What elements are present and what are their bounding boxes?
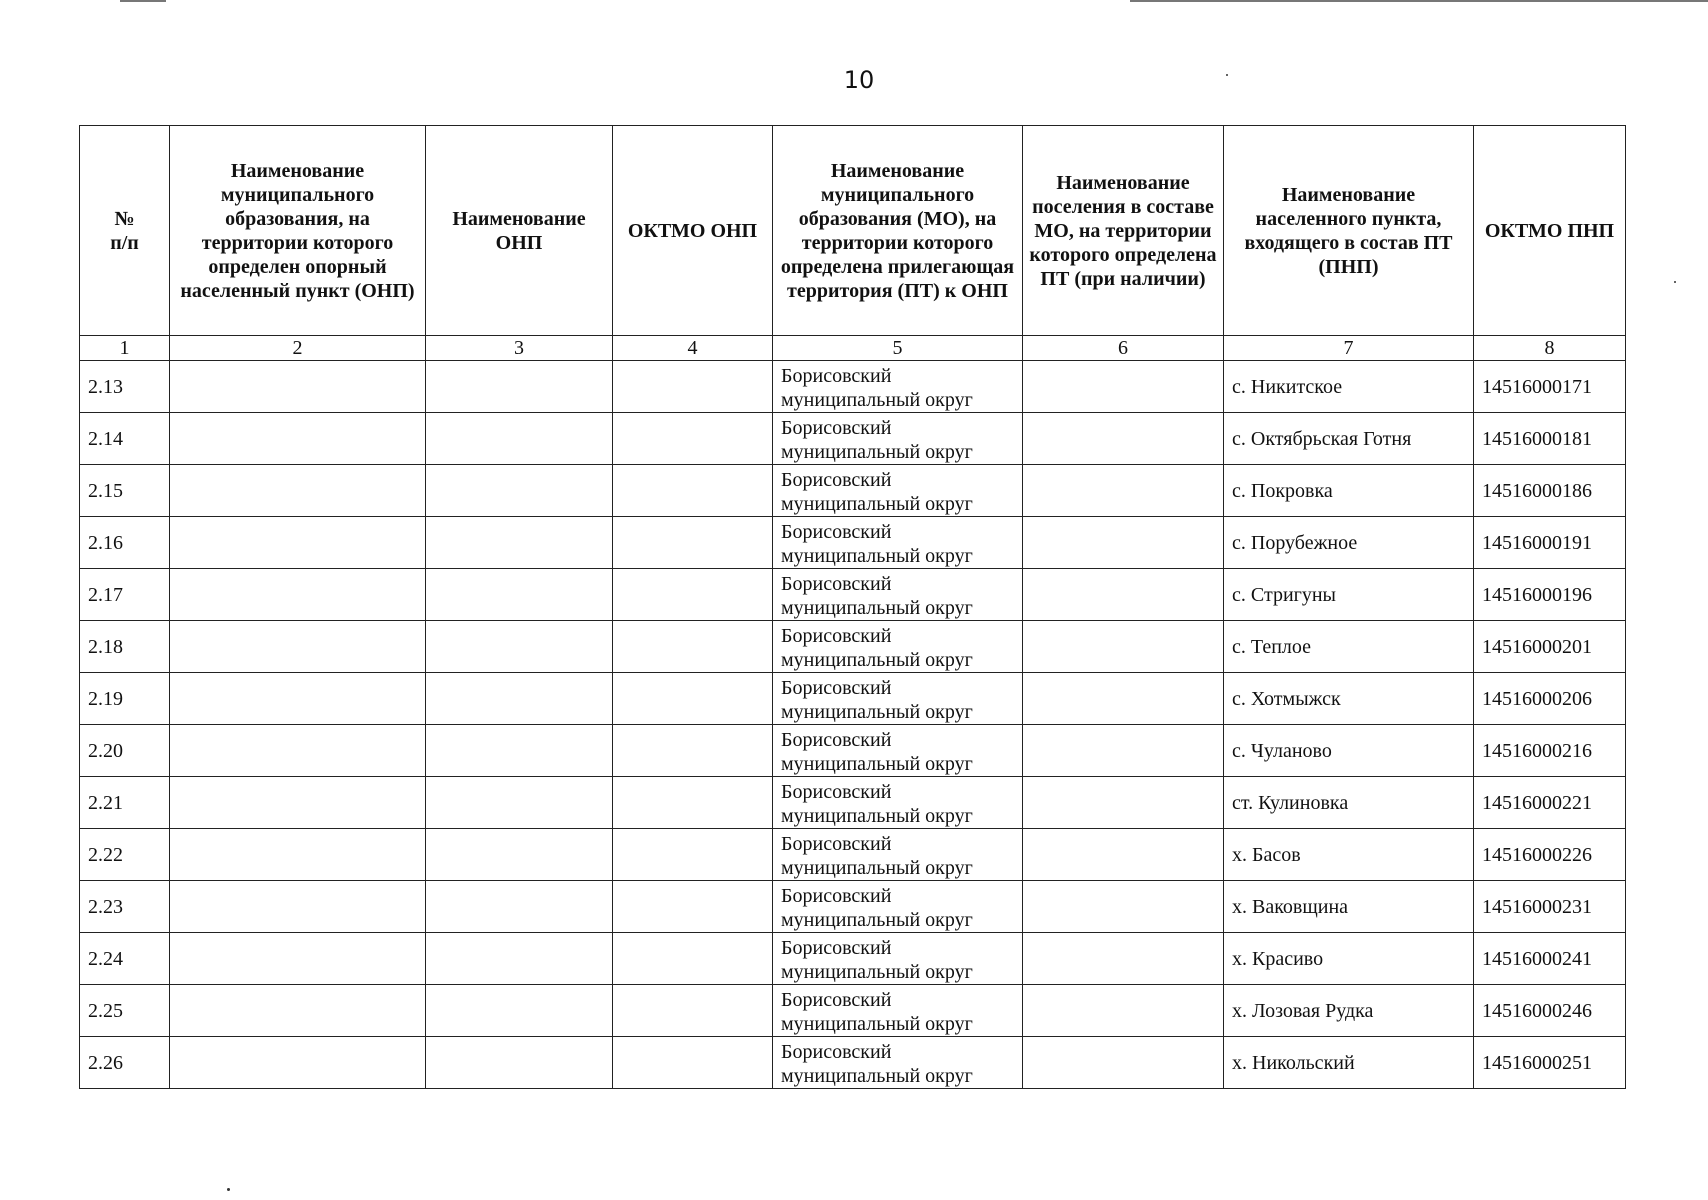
mo-onp-cell (170, 881, 426, 933)
pnp-name-cell: ст. Кулиновка (1224, 777, 1474, 829)
column-number: 2 (170, 336, 426, 361)
pnp-name-cell: с. Октябрьская Готня (1224, 413, 1474, 465)
mo-pt-line: Борисовский (781, 937, 892, 959)
pnp-oktmo-cell: 14516000241 (1474, 933, 1626, 985)
onp-oktmo-cell (613, 569, 773, 621)
row-number-cell: 2.19 (80, 673, 170, 725)
pnp-name-cell: с. Покровка (1224, 465, 1474, 517)
mo-pt-line: муниципальный округ (781, 545, 973, 567)
header-pnp-oktmo: ОКТМО ПНП (1474, 126, 1626, 336)
column-number: 1 (80, 336, 170, 361)
settlement-cell (1023, 465, 1224, 517)
onp-oktmo-cell (613, 881, 773, 933)
mo-onp-cell (170, 673, 426, 725)
mo-pt-line: муниципальный округ (781, 441, 973, 463)
scan-speck (227, 1188, 230, 1191)
mo-pt-cell (773, 673, 1023, 725)
header-pnp-name: Наименование населенного пункта, входящего в состав ПТ (ПНП) (1224, 126, 1474, 336)
row-number-cell: 2.13 (80, 361, 170, 413)
row-number-cell: 2.21 (80, 777, 170, 829)
row-number-cell: 2.15 (80, 465, 170, 517)
row-number-cell: 2.20 (80, 725, 170, 777)
onp-oktmo-cell (613, 673, 773, 725)
row-number-cell: 2.23 (80, 881, 170, 933)
onp-name-cell (426, 673, 613, 725)
settlement-cell (1023, 413, 1224, 465)
mo-pt-line: муниципальный округ (781, 701, 973, 723)
table-row (80, 517, 1626, 569)
mo-pt-cell (773, 777, 1023, 829)
pnp-name-cell: х. Лозовая Рудка (1224, 985, 1474, 1037)
mo-onp-cell (170, 777, 426, 829)
onp-name-cell (426, 465, 613, 517)
mo-pt-line: Борисовский (781, 885, 892, 907)
mo-pt-line: Борисовский (781, 677, 892, 699)
scan-speck (1226, 74, 1228, 76)
header-row (80, 126, 1626, 336)
onp-oktmo-cell (613, 413, 773, 465)
settlement-cell (1023, 517, 1224, 569)
header-settlement: Наименование поселения в составе МО, на территории которого определена ПТ (при наличии) (1023, 126, 1224, 336)
mo-pt-cell (773, 569, 1023, 621)
row-number-cell: 2.16 (80, 517, 170, 569)
column-number: 8 (1474, 336, 1626, 361)
column-number: 5 (773, 336, 1023, 361)
pnp-name-cell: с. Чуланово (1224, 725, 1474, 777)
mo-pt-line: Борисовский (781, 521, 892, 543)
settlement-cell (1023, 361, 1224, 413)
table-row (80, 673, 1626, 725)
mo-pt-cell (773, 465, 1023, 517)
row-number-cell: 2.14 (80, 413, 170, 465)
onp-oktmo-cell (613, 465, 773, 517)
pnp-name-cell: с. Хотмыжск (1224, 673, 1474, 725)
mo-pt-line: муниципальный округ (781, 597, 973, 619)
pnp-oktmo-cell: 14516000196 (1474, 569, 1626, 621)
header-onp-name: Наименование ОНП (426, 126, 613, 336)
settlement-cell (1023, 673, 1224, 725)
mo-pt-line: Борисовский (781, 469, 892, 491)
mo-pt-cell (773, 881, 1023, 933)
settlement-cell (1023, 621, 1224, 673)
header-onp-oktmo: ОКТМО ОНП (613, 126, 773, 336)
onp-name-cell (426, 777, 613, 829)
mo-pt-line: муниципальный округ (781, 805, 973, 827)
settlement-cell (1023, 725, 1224, 777)
table-row (80, 725, 1626, 777)
mo-onp-cell (170, 933, 426, 985)
column-number: 7 (1224, 336, 1474, 361)
row-number-cell: 2.17 (80, 569, 170, 621)
pnp-oktmo-cell: 14516000231 (1474, 881, 1626, 933)
pnp-oktmo-cell: 14516000186 (1474, 465, 1626, 517)
settlement-cell (1023, 933, 1224, 985)
mo-pt-line: муниципальный округ (781, 493, 973, 515)
column-number-row (80, 336, 1626, 361)
row-number-cell: 2.18 (80, 621, 170, 673)
pnp-name-cell: с. Теплое (1224, 621, 1474, 673)
row-number-cell: 2.26 (80, 1037, 170, 1089)
settlement-cell (1023, 569, 1224, 621)
mo-onp-cell (170, 725, 426, 777)
table-row (80, 985, 1626, 1037)
pnp-name-cell: х. Ваковщина (1224, 881, 1474, 933)
mo-onp-cell (170, 569, 426, 621)
mo-onp-cell (170, 985, 426, 1037)
mo-pt-cell (773, 517, 1023, 569)
table-row (80, 361, 1626, 413)
pnp-name-cell: с. Порубежное (1224, 517, 1474, 569)
mo-pt-line: муниципальный округ (781, 753, 973, 775)
table-row (80, 829, 1626, 881)
mo-onp-cell (170, 517, 426, 569)
table-row (80, 881, 1626, 933)
mo-pt-line: муниципальный округ (781, 909, 973, 931)
column-number: 4 (613, 336, 773, 361)
table-row (80, 569, 1626, 621)
table-row (80, 933, 1626, 985)
onp-name-cell (426, 881, 613, 933)
table-row (80, 1037, 1626, 1089)
onp-name-cell (426, 621, 613, 673)
onp-name-cell (426, 569, 613, 621)
mo-pt-line: Борисовский (781, 729, 892, 751)
mo-onp-cell (170, 361, 426, 413)
settlement-cell (1023, 777, 1224, 829)
onp-oktmo-cell (613, 985, 773, 1037)
mo-pt-line: Борисовский (781, 365, 892, 387)
mo-pt-cell (773, 933, 1023, 985)
onp-name-cell (426, 829, 613, 881)
table-row (80, 777, 1626, 829)
mo-pt-cell (773, 985, 1023, 1037)
mo-onp-cell (170, 465, 426, 517)
table-row (80, 465, 1626, 517)
onp-oktmo-cell (613, 1037, 773, 1089)
settlement-cell (1023, 985, 1224, 1037)
mo-onp-cell (170, 829, 426, 881)
pnp-oktmo-cell: 14516000221 (1474, 777, 1626, 829)
mo-pt-line: муниципальный округ (781, 389, 973, 411)
pnp-oktmo-cell: 14516000171 (1474, 361, 1626, 413)
pnp-name-cell: с. Никитское (1224, 361, 1474, 413)
mo-pt-line: муниципальный округ (781, 1065, 973, 1087)
table-row (80, 413, 1626, 465)
mo-pt-line: Борисовский (781, 989, 892, 1011)
onp-oktmo-cell (613, 829, 773, 881)
pnp-oktmo-cell: 14516000216 (1474, 725, 1626, 777)
pnp-oktmo-cell: 14516000206 (1474, 673, 1626, 725)
mo-pt-line: Борисовский (781, 417, 892, 439)
mo-pt-line: Борисовский (781, 1041, 892, 1063)
scan-speck (1674, 281, 1676, 283)
onp-oktmo-cell (613, 725, 773, 777)
pnp-name-cell: с. Стригуны (1224, 569, 1474, 621)
pnp-oktmo-cell: 14516000246 (1474, 985, 1626, 1037)
row-number-cell: 2.22 (80, 829, 170, 881)
scan-edge-line-right (1130, 0, 1708, 2)
onp-name-cell (426, 413, 613, 465)
pnp-oktmo-cell: 14516000251 (1474, 1037, 1626, 1089)
mo-pt-line: муниципальный округ (781, 1013, 973, 1035)
mo-onp-cell (170, 413, 426, 465)
mo-pt-line: муниципальный округ (781, 649, 973, 671)
mo-pt-line: муниципальный округ (781, 961, 973, 983)
row-number-cell: 2.25 (80, 985, 170, 1037)
onp-name-cell (426, 725, 613, 777)
mo-pt-cell (773, 413, 1023, 465)
mo-pt-cell (773, 621, 1023, 673)
header-mo-pt: Наименование муниципального образования (МО), на территории которого определена прилегающая территория (ПТ) к ОНП (773, 126, 1023, 336)
mo-pt-cell (773, 1037, 1023, 1089)
pnp-oktmo-cell: 14516000191 (1474, 517, 1626, 569)
pnp-name-cell: х. Никольский (1224, 1037, 1474, 1089)
mo-pt-cell (773, 361, 1023, 413)
pnp-name-cell: х. Красиво (1224, 933, 1474, 985)
header-num: № п/п (80, 126, 170, 336)
pnp-oktmo-cell: 14516000226 (1474, 829, 1626, 881)
scan-edge-line-left (120, 0, 166, 2)
column-number: 6 (1023, 336, 1224, 361)
pnp-name-cell: х. Басов (1224, 829, 1474, 881)
mo-pt-cell (773, 829, 1023, 881)
onp-name-cell (426, 1037, 613, 1089)
mo-pt-line: Борисовский (781, 625, 892, 647)
mo-pt-line: Борисовский (781, 781, 892, 803)
onp-name-cell (426, 517, 613, 569)
onp-oktmo-cell (613, 933, 773, 985)
onp-oktmo-cell (613, 777, 773, 829)
onp-name-cell (426, 361, 613, 413)
onp-name-cell (426, 933, 613, 985)
mo-pt-cell (773, 725, 1023, 777)
onp-oktmo-cell (613, 517, 773, 569)
settlement-cell (1023, 881, 1224, 933)
header-mo-onp: Наименование муниципального образования, на территории которого определен опорный населенный пункт (ОНП) (170, 126, 426, 336)
onp-name-cell (426, 985, 613, 1037)
mo-pt-line: муниципальный округ (781, 857, 973, 879)
mo-pt-line: Борисовский (781, 833, 892, 855)
page-number: 10 (843, 66, 875, 94)
column-number: 3 (426, 336, 613, 361)
row-number-cell: 2.24 (80, 933, 170, 985)
mo-onp-cell (170, 621, 426, 673)
table-row (80, 621, 1626, 673)
pnp-oktmo-cell: 14516000201 (1474, 621, 1626, 673)
settlement-cell (1023, 1037, 1224, 1089)
onp-oktmo-cell (613, 361, 773, 413)
settlements-table (79, 125, 1626, 1089)
mo-pt-line: Борисовский (781, 573, 892, 595)
pnp-oktmo-cell: 14516000181 (1474, 413, 1626, 465)
mo-onp-cell (170, 1037, 426, 1089)
settlement-cell (1023, 829, 1224, 881)
onp-oktmo-cell (613, 621, 773, 673)
